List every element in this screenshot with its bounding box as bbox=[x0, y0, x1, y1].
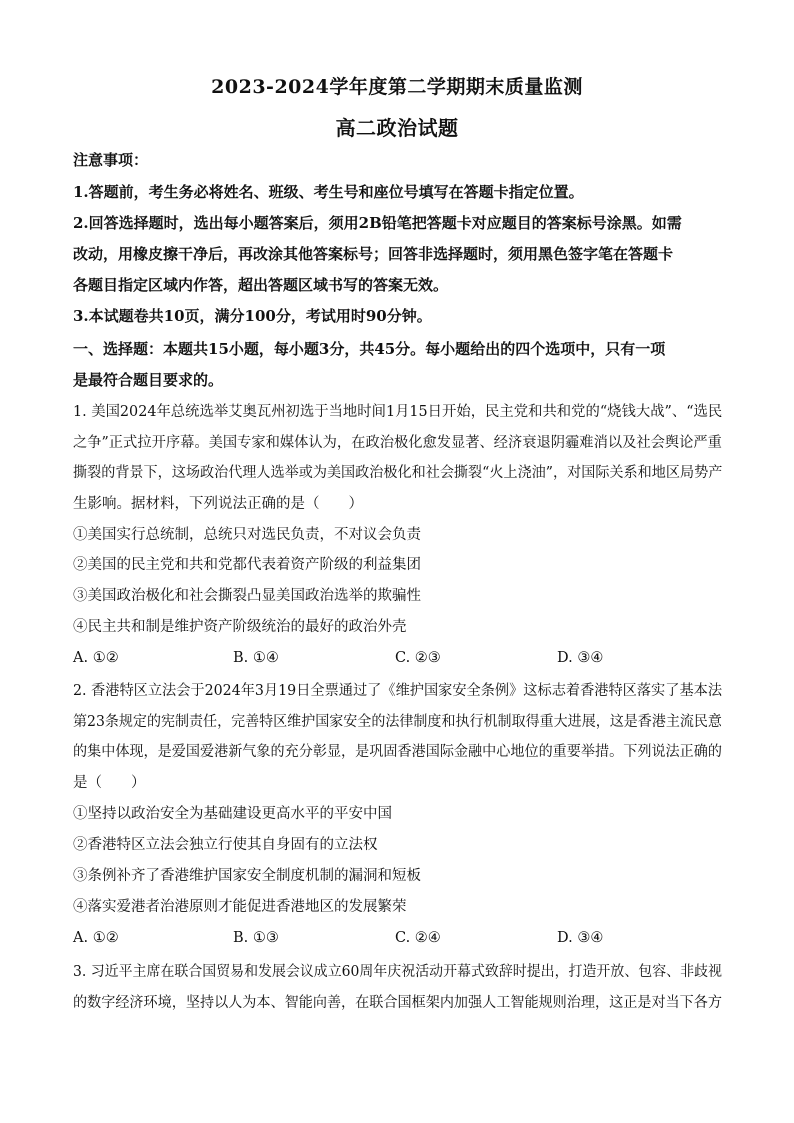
q2-item: ④落实爱港者治港原则才能促进香港地区的发展繁荣 bbox=[73, 899, 407, 915]
q1-option-a: A. ①② bbox=[73, 650, 119, 666]
q2-stem-line: 2. 香港特区立法会于2024年3月19日全票通过了《维护国家安全条例》这标志着香港特区落实了基本法 bbox=[73, 683, 723, 699]
q2-stem-line: 第23条规定的宪制责任，完善特区维护国家安全的法律制度和执行机制取得重大进展，这是香港主流民意 bbox=[73, 714, 722, 730]
q1-option-b: B. ①④ bbox=[233, 650, 279, 666]
note-line: 3.本试题卷共10页，满分100分，考试用时90分钟。 bbox=[73, 307, 432, 325]
q2-item: ②香港特区立法会独立行使其自身固有的立法权 bbox=[73, 837, 378, 853]
q2-option-a: A. ①② bbox=[73, 930, 119, 946]
q2-item: ③条例补齐了香港维护国家安全制度机制的漏洞和短板 bbox=[73, 868, 421, 884]
q3-stem-line: 3. 习近平主席在联合国贸易和发展会议成立60周年庆祝活动开幕式致辞时提出，打造开放、包容、非歧视 bbox=[73, 964, 722, 980]
section-heading-cont: 是最符合题目要求的。 bbox=[73, 371, 224, 389]
q1-item: ①美国实行总统制，总统只对选民负责，不对议会负责 bbox=[73, 527, 421, 543]
note-line: 改动，用橡皮擦干净后，再改涂其他答案标号；回答非选择题时，须用黑色签字笔在答题卡 bbox=[73, 245, 674, 263]
section-heading: 一、选择题：本题共15小题，每小题3分，共45分。每小题给出的四个选项中，只有一项 bbox=[73, 340, 666, 358]
q2-option-d: D. ③④ bbox=[557, 930, 604, 946]
q3-stem-line: 的数字经济环境，坚持以人为本、智能向善，在联合国框架内加强人工智能规则治理，这正是对当下各方 bbox=[73, 995, 722, 1011]
q1-item: ②美国的民主党和共和党都代表着资产阶级的利益集团 bbox=[73, 557, 421, 573]
note-line: 2.回答选择题时，选出每小题答案后，须用2B铅笔把答题卡对应题目的答案标号涂黑。如需 bbox=[73, 214, 682, 232]
note-line: 各题目指定区域内作答，超出答题区域书写的答案无效。 bbox=[73, 276, 449, 294]
q1-item: ③美国政治极化和社会撕裂凸显美国政治选举的欺骗性 bbox=[73, 588, 421, 604]
q2-option-b: B. ①③ bbox=[233, 930, 279, 946]
q1-stem-line: 生影响。据材料，下列说法正确的是（ ） bbox=[73, 496, 363, 512]
q2-item: ①坚持以政治安全为基础建设更高水平的平安中国 bbox=[73, 806, 392, 822]
q1-option-d: D. ③④ bbox=[557, 650, 604, 666]
q1-stem-line: 之争”正式拉开序幕。美国专家和媒体认为，在政治极化愈发显著、经济衰退阴霾难消以及社会舆论严重 bbox=[73, 435, 722, 451]
q2-stem-line: 的集中体现，是爱国爱港新气象的充分彰显，是巩固香港国际金融中心地位的重要举措。下列说法正确的 bbox=[73, 744, 722, 760]
q2-option-c: C. ②④ bbox=[395, 930, 441, 946]
notes-heading: 注意事项： bbox=[73, 151, 149, 169]
exam-subtitle: 高二政治试题 bbox=[335, 116, 459, 140]
q1-stem-line: 1. 美国2024年总统选举艾奥瓦州初选于当地时间1月15日开始，民主党和共和党的“烧钱大战”、“选民 bbox=[73, 404, 723, 420]
q1-stem-line: 撕裂的背景下，这场政治代理人选举或为美国政治极化和社会撕裂“火上浇油”，对国际关系和地区局势产 bbox=[73, 465, 723, 481]
q2-stem-line: 是（ ） bbox=[73, 775, 146, 791]
q1-option-c: C. ②③ bbox=[395, 650, 441, 666]
q1-item: ④民主共和制是维护资产阶级统治的最好的政治外壳 bbox=[73, 619, 407, 635]
note-line: 1.答题前，考生务必将姓名、班级、考生号和座位号填写在答题卡指定位置。 bbox=[73, 183, 584, 201]
exam-title: 2023-2024学年度第二学期期末质量监测 bbox=[211, 76, 583, 98]
